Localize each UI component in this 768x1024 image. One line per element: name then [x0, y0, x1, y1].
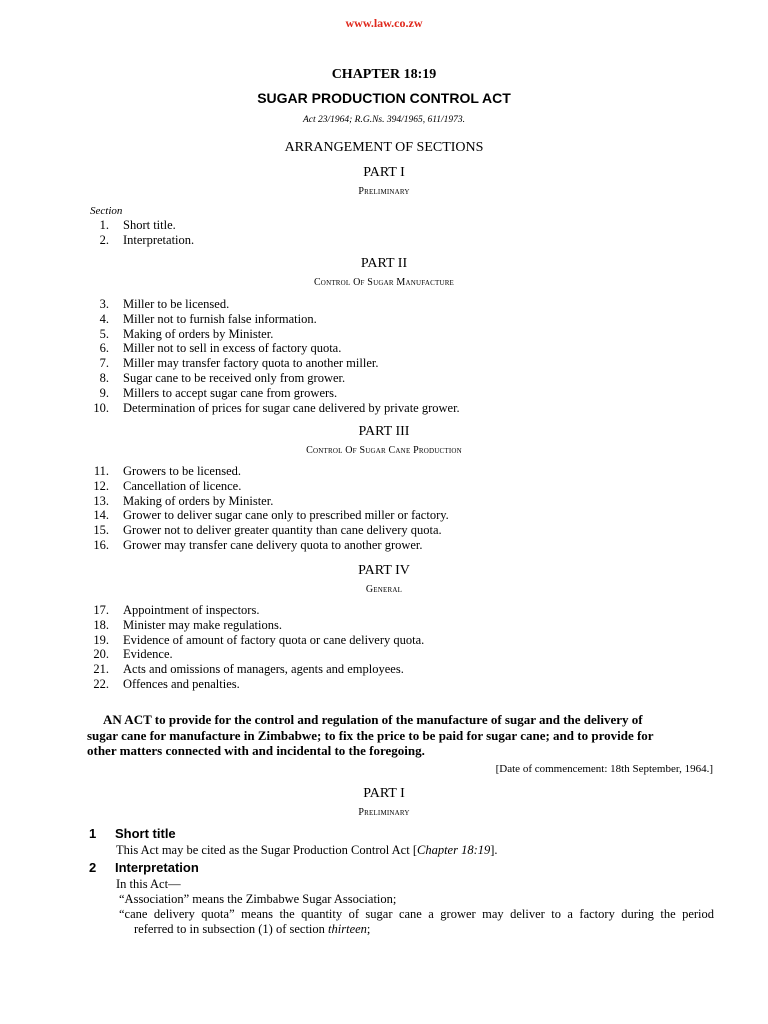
- toc-entry-number: 8.: [99, 370, 109, 385]
- toc-entry-number: 22.: [93, 676, 109, 691]
- definition-word: delivery: [153, 907, 195, 921]
- toc-entry-title: Appointment of inspectors.: [123, 603, 260, 617]
- toc-entry: [0, 603, 768, 618]
- toc-entry-title: Millers to accept sugar cane from growers.: [123, 385, 338, 400]
- section-1-number: 1: [89, 826, 97, 841]
- toc-entry-title: Offences and penalties.: [123, 676, 240, 691]
- long-title-line: AN ACT to provide for the control and regulation of the manufacture of sugar and the delivery of: [103, 712, 643, 727]
- toc-entry: [0, 538, 768, 553]
- toc-entry-number: 15.: [93, 523, 109, 538]
- toc-entry-title: Grower to deliver sugar cane only to prescribed miller or factory.: [123, 508, 449, 523]
- toc-entry-title: Evidence of amount of factory quota or cane delivery quota.: [123, 632, 425, 647]
- toc-entry: [0, 662, 768, 677]
- toc-entry-title: Growers to be licensed.: [123, 464, 242, 478]
- definition-word: to: [551, 907, 561, 921]
- definition-word: cane: [398, 907, 422, 921]
- definition-text-part: ;: [366, 922, 371, 936]
- definition-word: during: [621, 907, 654, 921]
- toc-entry: [0, 479, 768, 494]
- toc-part-4: [0, 603, 768, 692]
- toc-entry-number: 11.: [93, 464, 109, 478]
- part-2-subtitle: Control Of Sugar Manufacture: [313, 277, 455, 288]
- toc-entry: [0, 371, 768, 386]
- part-4-subtitle: General: [365, 584, 403, 595]
- definition-word: the: [279, 907, 295, 921]
- toc-entry: [0, 401, 768, 416]
- toc-entry-number: 18.: [93, 617, 109, 632]
- toc-entry-number: 4.: [99, 311, 109, 326]
- toc-entry-title: Grower may transfer cane delivery quota to another grower.: [123, 537, 423, 552]
- definition-word: deliver: [510, 907, 545, 921]
- part-3-heading: PART III: [358, 424, 410, 439]
- definition-association: “Association” means the Zimbabwe Sugar Association;: [119, 892, 397, 906]
- toc-entry-title: Evidence.: [123, 647, 173, 662]
- toc-entry: [0, 677, 768, 692]
- definition-word: quantity: [301, 907, 343, 921]
- toc-entry: [0, 508, 768, 523]
- commencement-date: [Date of commencement: 18th September, 1964.]: [495, 763, 713, 775]
- toc-entry: [0, 341, 768, 356]
- toc-entry-number: 17.: [93, 603, 109, 617]
- toc-entry-number: 19.: [93, 632, 109, 647]
- toc-entry-title: Acts and omissions of managers, agents and employees.: [123, 662, 404, 677]
- toc-part-2: [0, 297, 768, 415]
- definition-cane-delivery-quota-cont: [134, 922, 370, 937]
- definition-word: sugar: [365, 907, 393, 921]
- arrangement-heading: ARRANGEMENT OF SECTIONS: [284, 140, 484, 155]
- part-1-subtitle: Preliminary: [358, 186, 410, 197]
- section-1-text-part: This Act may be cited as the Sugar Production Control Act [: [116, 843, 417, 857]
- toc-entry: [0, 647, 768, 662]
- section-2-heading: Interpretation: [115, 860, 199, 875]
- body-part-1-subtitle: Preliminary: [358, 807, 410, 818]
- part-2-heading: PART II: [360, 256, 408, 271]
- toc-entry: [0, 218, 768, 233]
- section-1-text-part: ].: [490, 843, 498, 857]
- part-3-subtitle: Control Of Sugar Cane Production: [306, 445, 462, 456]
- toc-entry: [0, 312, 768, 327]
- act-title: SUGAR PRODUCTION CONTROL ACT: [257, 90, 511, 106]
- definition-word: factory: [579, 907, 615, 921]
- toc-entry-title: Making of orders by Minister.: [123, 493, 274, 508]
- toc-entry-title: Short title.: [123, 218, 176, 232]
- toc-entry-number: 20.: [93, 647, 109, 662]
- toc-entry: [0, 633, 768, 648]
- definition-word: quota”: [201, 907, 235, 921]
- toc-entry-number: 9.: [99, 385, 109, 400]
- toc-entry-number: 5.: [99, 326, 109, 341]
- long-title-line: sugar cane for manufacture in Zimbabwe; to fix the price to be paid for sugar cane; and to provide for: [87, 727, 654, 743]
- toc-entry-title: Making of orders by Minister.: [123, 326, 274, 341]
- toc-part-3: [0, 464, 768, 553]
- section-column-label: Section: [90, 205, 123, 217]
- toc-entry-title: Miller may transfer factory quota to another miller.: [123, 356, 379, 371]
- toc-entry-number: 12.: [93, 478, 109, 493]
- act-citation: Act 23/1964; R.G.Ns. 394/1965, 611/1973.: [302, 115, 466, 125]
- toc-entry: [0, 233, 768, 248]
- section-1-text: [116, 843, 498, 858]
- part-4-heading: PART IV: [358, 563, 410, 578]
- toc-entry-title: Interpretation.: [123, 232, 195, 247]
- toc-entry-number: 7.: [99, 356, 109, 371]
- section-reference: thirteen: [328, 922, 367, 936]
- toc-entry-title: Grower not to deliver greater quantity than cane delivery quota.: [123, 523, 442, 538]
- definition-word: means: [241, 907, 273, 921]
- definition-word: a: [428, 907, 434, 921]
- toc-entry-title: Sugar cane to be received only from grower.: [123, 370, 346, 385]
- site-url-link[interactable]: www.law.co.zw: [345, 16, 423, 30]
- chapter-number: CHAPTER 18:19: [331, 67, 437, 82]
- section-2-number: 2: [89, 860, 97, 875]
- definition-text-part: referred to in subsection (1) of section: [134, 922, 329, 936]
- chapter-reference: Chapter 18:19: [417, 843, 491, 857]
- toc-entry-number: 6.: [99, 341, 109, 356]
- toc-entry-title: Miller not to sell in excess of factory quota.: [123, 341, 342, 356]
- long-title: [87, 712, 715, 759]
- long-title-line: other matters connected with and incidental to the foregoing.: [87, 743, 425, 758]
- part-1-heading: PART I: [363, 165, 405, 180]
- toc-entry: [0, 356, 768, 371]
- toc-entry-title: Cancellation of licence.: [123, 478, 242, 493]
- toc-entry-title: Minister may make regulations.: [123, 617, 282, 632]
- definition-word: “cane: [119, 907, 148, 921]
- toc-entry-title: Miller to be licensed.: [123, 297, 230, 311]
- definition-word: may: [482, 907, 504, 921]
- toc-entry-title: Determination of prices for sugar cane delivered by private grower.: [123, 400, 460, 415]
- definition-cane-delivery-quota: [119, 907, 714, 922]
- toc-entry: [0, 297, 768, 312]
- toc-entry: [0, 523, 768, 538]
- definition-word: of: [348, 907, 359, 921]
- toc-entry-number: 2.: [99, 232, 109, 247]
- definition-word: period: [682, 907, 714, 921]
- toc-entry-number: 21.: [93, 662, 109, 677]
- definition-word: the: [660, 907, 676, 921]
- section-1-heading: Short title: [115, 826, 176, 841]
- section-2-intro: In this Act—: [116, 877, 181, 891]
- toc-entry: [0, 386, 768, 401]
- definition-word: grower: [440, 907, 476, 921]
- definition-word: a: [567, 907, 573, 921]
- toc-entry-number: 1.: [99, 218, 109, 232]
- toc-entry-number: 3.: [99, 297, 109, 311]
- toc-entry-number: 16.: [93, 537, 109, 552]
- toc-entry: [0, 618, 768, 633]
- toc-entry: [0, 494, 768, 509]
- toc-entry-number: 13.: [93, 493, 109, 508]
- body-part-1-heading: PART I: [363, 786, 405, 801]
- toc-entry-number: 10.: [93, 400, 109, 415]
- toc-entry-number: 14.: [93, 508, 109, 523]
- toc-entry-title: Miller not to furnish false information.: [123, 311, 317, 326]
- toc-part-1: [0, 218, 768, 248]
- toc-entry: [0, 327, 768, 342]
- toc-entry: [0, 464, 768, 479]
